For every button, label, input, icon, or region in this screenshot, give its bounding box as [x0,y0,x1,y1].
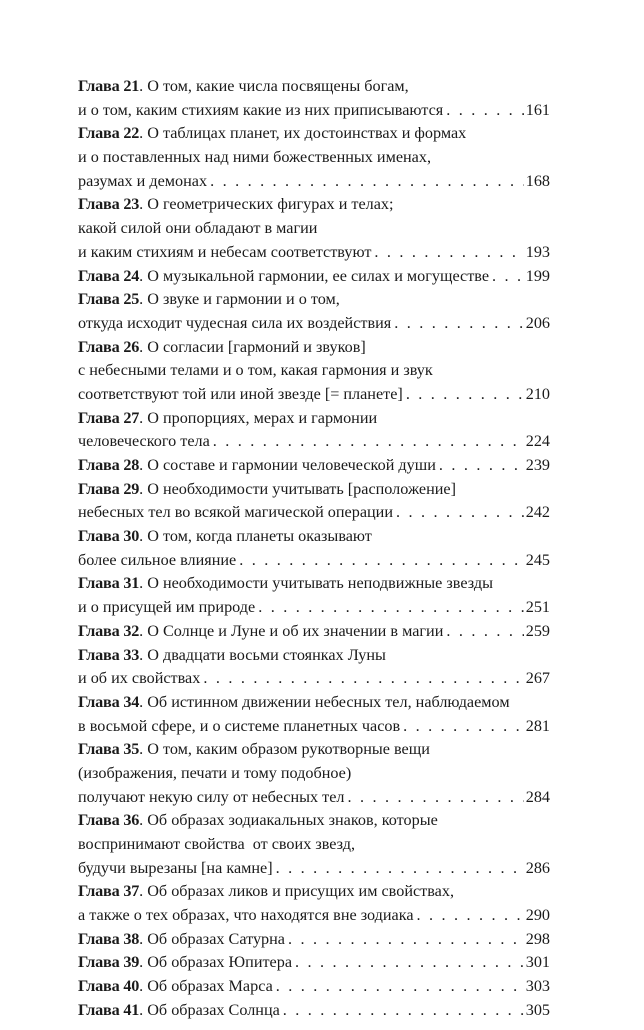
toc-entry [78,620,550,644]
toc-line: Глава 36 . Об образах зодиакальных знаков, которые [78,809,550,833]
dot-leader [414,904,524,928]
toc-line [78,312,550,336]
chapter-title-text: а также о тех образах, что находятся вне зодиака [78,906,414,925]
chapter-title-text: (изображения, печати и тому подобное) [78,763,352,782]
dot-leader [255,596,524,620]
chapter-label: Глава 40 [78,977,140,996]
toc-line: Глава 31 . О необходимости учитывать неподвижные звезды [78,572,550,596]
toc-line [78,383,550,407]
dot-leader [210,430,524,454]
toc-line [78,715,550,739]
toc-line [78,904,550,928]
page-number: 284 [525,787,550,806]
chapter-title-text: О таблицах планет, их достоинствах и формах [147,124,467,143]
toc-line: Глава 30 . О том, когда планеты оказывают [78,525,550,549]
dot-leader [345,786,524,810]
chapter-title-text: воспринимают свойства от своих звезд, [78,835,356,853]
chapter-title-text: и о присущей им природе [78,598,256,617]
chapter-label: Глава 41 [78,1000,140,1019]
chapter-title-text: с небесными телами и о том, какая гармония и звук [78,361,433,380]
toc-entry [78,809,550,880]
chapter-label: Глава 26 [78,337,140,356]
dot-leader [403,383,524,407]
toc-line [78,170,550,194]
chapter-title-text: О согласии [гармоний и звуков] [147,337,366,356]
chapter-title-text: Об истинном движении небесных тел, наблюдаемом [147,692,510,711]
chapter-title-text: человеческого тела [78,432,210,451]
toc-entry [78,572,550,619]
chapter-title-text: небесных тел во всякой магической операции [78,503,393,522]
chapter-title-text: и об их свойствах [78,669,201,688]
chapter-label: Глава 31 [78,574,140,593]
toc-line [78,99,550,123]
toc-line: Глава 39 . Об образах Юпитера . . . 301 [78,951,550,975]
toc-line: Глава 28 . О составе и гармонии человеческой души . . . 239 [78,454,550,478]
dot-leader [443,620,523,644]
toc-entry [78,336,550,407]
toc-line: Глава 26 . О согласии [гармоний и звуков] [78,336,550,360]
chapter-label: Глава 33 [78,645,140,664]
chapter-title-text: и о том, каким стихиям какие из них приписываются [78,100,444,119]
dot-leader [391,312,523,336]
chapter-title-text: будучи вырезаны [на камне] [78,858,273,877]
toc-line: Глава 27 . О пропорциях, мерах и гармонии [78,407,550,431]
page-number: 168 [525,171,550,190]
chapter-label: Глава 38 [78,929,140,948]
page-number: 251 [525,598,550,617]
dot-leader [273,975,524,999]
toc-entry [78,193,550,264]
chapter-title-text: разумах и демонах [78,171,208,190]
toc-line [78,359,550,383]
toc-line [78,596,550,620]
toc-entry [78,265,550,289]
toc-entry [78,454,550,478]
page-number: 301 [525,953,550,972]
dot-leader [400,715,524,739]
dot-leader [443,99,524,123]
page-number: 290 [525,906,550,925]
chapter-title-text: О том, какие числа посвящены богам, [147,77,409,95]
chapter-title-text: О музыкальной гармонии, ее силах и могуществе [147,266,490,285]
toc-line: Глава 32 . О Солнце и Луне и об их значении в магии . . . 259 [78,620,550,644]
chapter-title-text: О геометрических фигурах и телах; [147,195,394,214]
toc-entry [78,644,550,691]
page-number: 193 [525,242,550,261]
toc-line: Глава 34 . Об истинном движении небесных тел, наблюдаемом [78,691,550,715]
page-number: 224 [525,432,550,451]
toc-entry [78,288,550,335]
chapter-label: Глава 22 [78,124,140,143]
page-number: 210 [525,384,550,403]
page-number: 305 [525,1000,550,1019]
page-number: 267 [525,669,550,688]
dot-leader [436,454,524,478]
toc-line [78,549,550,573]
toc-line [78,217,550,241]
chapter-title-text: в восьмой сфере, и о системе планетных часов [78,716,401,735]
toc-entry [78,880,550,927]
page-number: 259 [525,621,550,640]
toc-line: Глава 24 . О музыкальной гармонии, ее силах и могуществе . . . 199 [78,265,550,289]
chapter-label: Глава 21 [78,77,140,95]
chapter-title-text: О том, когда планеты оказывают [147,527,372,546]
chapter-title-text: Об образах Сатурна [147,929,285,948]
page-number: 286 [525,858,550,877]
toc-line: Глава 35 . О том, каким образом рукотворные вещи [78,738,550,762]
toc-line: Глава 41 . Об образах Солнца . . . 305 [78,999,550,1023]
toc-line [78,667,550,691]
page-number: 245 [525,550,550,569]
toc-entry [78,407,550,454]
chapter-label: Глава 32 [78,621,140,640]
toc-line: Глава 33 . О двадцати восьми стоянках Луны [78,644,550,668]
dot-leader [285,928,524,952]
chapter-label: Глава 37 [78,882,140,901]
toc-line: Глава 23 . О геометрических фигурах и телах; [78,193,550,217]
dot-leader [273,857,524,881]
toc-entry [78,951,550,975]
chapter-label: Глава 24 [78,266,140,285]
toc-line: Глава 29 . О необходимости учитывать [расположение] [78,478,550,502]
table-of-contents [78,75,550,1023]
chapter-title-text: и о поставленных над ними божественных именах, [78,148,431,167]
page-number: 239 [525,456,550,474]
toc-line: Глава 40 . Об образах Марса . . . 303 [78,975,550,999]
toc-line [78,786,550,810]
chapter-title-text: О двадцати восьми стоянках Луны [147,645,386,664]
chapter-title-text: Об образах Юпитера [147,953,293,972]
dot-leader [393,501,524,525]
toc-line: Глава 38 . Об образах Сатурна . . . 298 [78,928,550,952]
chapter-title-text: Об образах Солнца [147,1000,280,1019]
chapter-label: Глава 27 [78,408,140,427]
toc-line [78,146,550,170]
chapter-title-text: более сильное влияние [78,550,237,569]
toc-line [78,857,550,881]
chapter-label: Глава 36 [78,811,140,830]
chapter-title-text: О составе и гармонии человеческой души [147,456,436,474]
dot-leader [207,170,524,194]
toc-entry [78,525,550,572]
chapter-label: Глава 29 [78,479,140,498]
toc-line [78,833,550,857]
chapter-title-text: О звуке и гармонии и о том, [147,290,340,309]
chapter-label: Глава 39 [78,953,140,972]
page-number: 206 [525,313,550,332]
chapter-title-text: О пропорциях, мерах и гармонии [147,408,378,427]
dot-leader [200,667,523,691]
dot-leader [280,999,524,1023]
toc-entry [78,975,550,999]
dot-leader [489,265,524,289]
chapter-title-text: соответствуют той или иной звезде [= планете] [78,384,403,403]
toc-line [78,501,550,525]
chapter-title-text: какой силой они обладают в магии [78,219,318,238]
chapter-title-text: О необходимости учитывать неподвижные звезды [147,574,493,593]
chapter-title-text: откуда исходит чудесная сила их воздействия [78,313,392,332]
chapter-label: Глава 35 [78,740,140,759]
chapter-title-text: Об образах зодиакальных знаков, которые [147,811,438,830]
toc-line [78,430,550,454]
page-number: 303 [525,977,550,996]
chapter-label: Глава 30 [78,527,140,546]
toc-line [78,241,550,265]
toc-entry [78,75,550,122]
toc-entry [78,691,550,738]
chapter-title-text: О необходимости учитывать [расположение] [147,479,456,498]
page-number: 242 [525,503,550,522]
chapter-label: Глава 34 [78,692,140,711]
page-number: 199 [525,266,550,285]
chapter-title-text: Об образах ликов и присущих им свойствах, [147,882,454,901]
toc-line: Глава 21 . О том, какие числа посвящены богам, [78,75,550,99]
chapter-label: Глава 28 [78,456,140,474]
chapter-title-text: Об образах Марса [147,977,273,996]
toc-line: Глава 25 . О звуке и гармонии и о том, [78,288,550,312]
page-number: 298 [525,929,550,948]
chapter-label: Глава 25 [78,290,140,309]
dot-leader [236,549,523,573]
toc-entry [78,122,550,193]
page-number: 281 [525,716,550,735]
toc-line [78,762,550,786]
page-number: 161 [525,100,550,119]
dot-leader [371,241,523,265]
toc-line: Глава 37 . Об образах ликов и присущих им свойствах, [78,880,550,904]
chapter-title-text: О Солнце и Луне и об их значении в магии [147,621,444,640]
dot-leader [292,951,524,975]
chapter-title-text: получают некую силу от небесных тел [78,787,345,806]
toc-entry [78,478,550,525]
chapter-title-text: О том, каким образом рукотворные вещи [147,740,430,759]
toc-entry [78,999,550,1023]
chapter-title-text: и каким стихиям и небесам соответствуют [78,242,372,261]
toc-line: Глава 22 . О таблицах планет, их достоинствах и формах [78,122,550,146]
chapter-label: Глава 23 [78,195,140,214]
toc-entry [78,928,550,952]
toc-entry [78,738,550,809]
